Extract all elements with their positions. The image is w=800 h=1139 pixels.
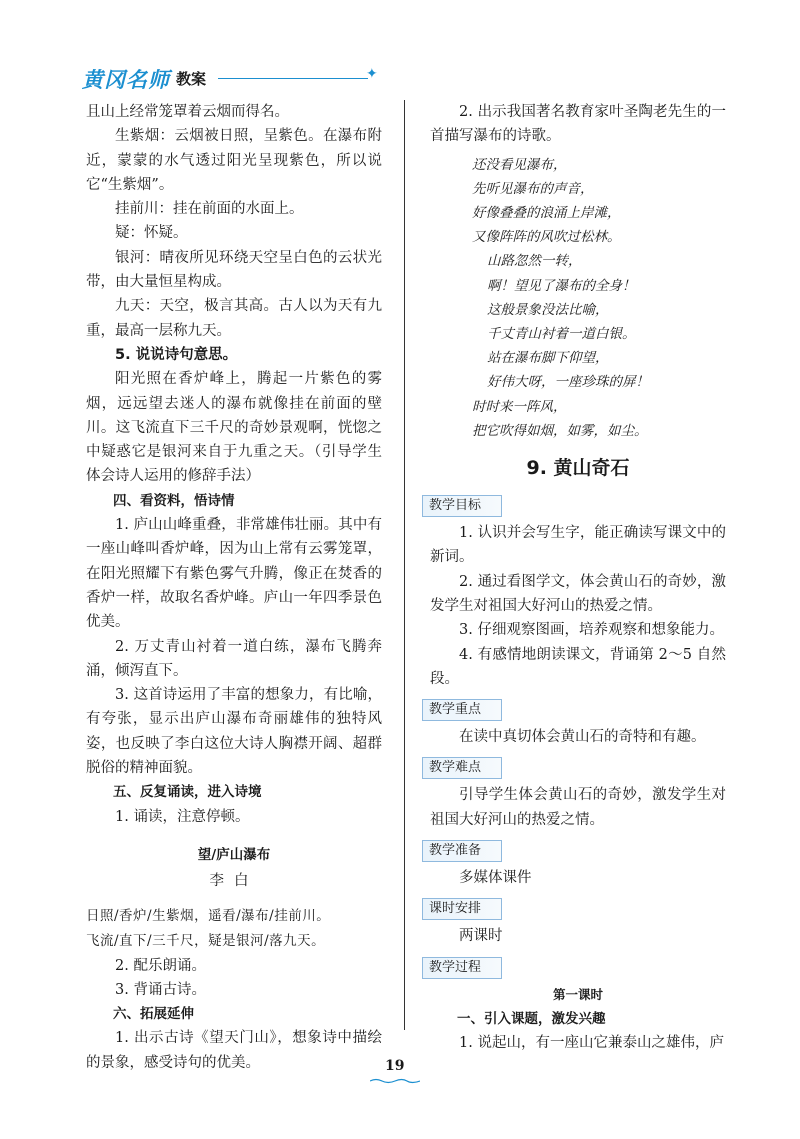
paragraph: 多媒体课件 xyxy=(459,870,532,886)
paragraph: 生紫烟：云烟被日照，呈紫色。在瀑布附近，蒙蒙的水气透过阳光呈现紫色，所以说它“生紫烟”。 xyxy=(86,128,382,193)
numbered-heading: 5. 说说诗句意思。 xyxy=(115,346,238,363)
lesson-title: 9. 黄山奇石 xyxy=(526,457,630,480)
section-heading: 四、看资料，悟诗情 xyxy=(113,492,235,509)
section-tag-preparation: 教学准备 xyxy=(422,838,726,860)
paragraph: 1. 说起山，有一座山它兼泰山之雄伟，庐 xyxy=(459,1035,724,1052)
section-tag-difficulties: 教学难点 xyxy=(422,755,726,777)
paragraph: 九天：天空，极言其高。古人以为天有九重，最高一层称九天。 xyxy=(86,298,382,339)
paragraph: 疑：怀疑。 xyxy=(115,225,188,242)
section-tag-process: 教学过程 xyxy=(422,955,726,977)
header-rule xyxy=(218,78,368,79)
paragraph: 银河：晴夜所见环绕天空呈白色的云状光带，由大量恒星构成。 xyxy=(86,249,382,291)
section-tag-key-points: 教学重点 xyxy=(422,697,726,719)
poem-title: 望/庐山瀑布 xyxy=(197,846,271,863)
paragraph: 2. 配乐朗诵。 xyxy=(115,957,206,974)
paragraph: 两课时 xyxy=(459,928,503,945)
poem-line: 日照/香炉/生紫烟，遥看/瀑布/挂前川。 xyxy=(86,907,331,924)
poem-author: 李白 xyxy=(209,873,259,890)
brand-logo: 黄冈名师 xyxy=(82,68,170,92)
lesson-period-heading: 第一课时 xyxy=(552,986,603,1002)
paragraph: 引导学生体会黄山石的奇妙，激发学生对祖国大好河山的热爱之情。 xyxy=(430,787,726,828)
page-number-ornament xyxy=(370,1078,420,1084)
paragraph: 3. 这首诗运用了丰富的想象力，有比喻，有夸张，显示出庐山瀑布奇丽雄伟的独特风姿，也反映了李白这位大诗人胸襟开阔、超群脱俗的精神面貌。 xyxy=(86,687,382,777)
brand-subtitle: 教案 xyxy=(176,70,207,88)
verse-line: 山路忽然一转， xyxy=(487,253,582,270)
paragraph: 且山上经常笼罩着云烟而得名。 xyxy=(86,104,289,120)
right-column xyxy=(430,100,726,1055)
verse-line: 还没看见瀑布， xyxy=(472,156,567,173)
verse-line: 站在瀑布脚下仰望， xyxy=(487,350,609,367)
paragraph: 1. 出示古诗《望天门山》，想象诗中描绘的景象，感受诗句的优美。 xyxy=(86,1030,382,1071)
paragraph: 挂前川：挂在前面的水面上。 xyxy=(115,201,304,218)
paragraph: 1. 诵读，注意停顿。 xyxy=(115,808,250,825)
section-tag-schedule: 课时安排 xyxy=(422,896,726,918)
section-heading: 一、引入课题，激发兴趣 xyxy=(457,1010,606,1027)
verse-line: 好伟大呀，一座珍珠的屏！ xyxy=(487,374,649,391)
verse-line: 这般景象没法比喻， xyxy=(487,301,609,318)
left-column xyxy=(86,100,382,1075)
verse-line: 先听见瀑布的声音， xyxy=(472,180,594,197)
verse-block xyxy=(472,153,726,443)
verse-line: 又像阵阵的风吹过松林。 xyxy=(472,229,621,246)
list-item: 4. 有感情地朗读课文，背诵第 2～5 自然段。 xyxy=(430,646,726,687)
verse-line: 时时来一阵风， xyxy=(472,398,567,415)
list-item: 2. 通过看图学文，体会黄山石的奇妙，激发学生对祖国大好河山的热爱之情。 xyxy=(430,573,726,614)
paragraph: 阳光照在香炉峰上，腾起一片紫色的雾烟，远远望去迷人的瀑布就像挂在前面的壁川。这飞流直下三千尺的奇妙景观啊，恍惚之中疑惑它是银河来自于九重之天。（引导学生体会诗人运用的修辞手法） xyxy=(86,371,382,485)
paragraph: 3. 背诵古诗。 xyxy=(115,981,206,998)
verse-line: 好像叠叠的浪涌上岸滩， xyxy=(472,205,621,221)
section-tag-goals: 教学目标 xyxy=(422,493,726,515)
sparkle-icon: ✦ xyxy=(366,66,378,82)
paragraph: 在读中真切体会黄山石的奇特和有趣。 xyxy=(459,729,706,746)
paragraph: 2. 出示我国著名教育家叶圣陶老先生的一首描写瀑布的诗歌。 xyxy=(430,104,726,145)
page-header xyxy=(82,64,378,94)
list-item: 1. 认识并会写生字，能正确读写课文中的新词。 xyxy=(430,525,726,566)
column-divider xyxy=(404,100,405,1030)
list-item: 3. 仔细观察图画，培养观察和想象能力。 xyxy=(459,622,724,639)
verse-line: 把它吹得如烟，如雾，如尘。 xyxy=(472,422,648,439)
paragraph: 1. 庐山山峰重叠，非常雄伟壮丽。其中有一座山峰叫香炉峰，因为山上常有云雾笼罩，在阳光照耀下有紫色雾气升腾，像正在焚香的香炉一样，故取名香炉峰。庐山一年四季景色优美。 xyxy=(86,517,382,631)
page-number: 19 xyxy=(385,1058,405,1074)
verse-line: 千丈青山衬着一道白银。 xyxy=(487,326,636,343)
poem-line: 飞流/直下/三千尺，疑是银河/落九天。 xyxy=(86,932,326,949)
section-heading: 五、反复诵读，进入诗境 xyxy=(113,784,262,801)
verse-line: 啊！望见了瀑布的全身！ xyxy=(487,277,636,294)
paragraph: 2. 万丈青山衬着一道白练，瀑布飞腾奔涌，倾泻直下。 xyxy=(86,638,382,679)
section-heading: 六、拓展延伸 xyxy=(113,1006,194,1023)
